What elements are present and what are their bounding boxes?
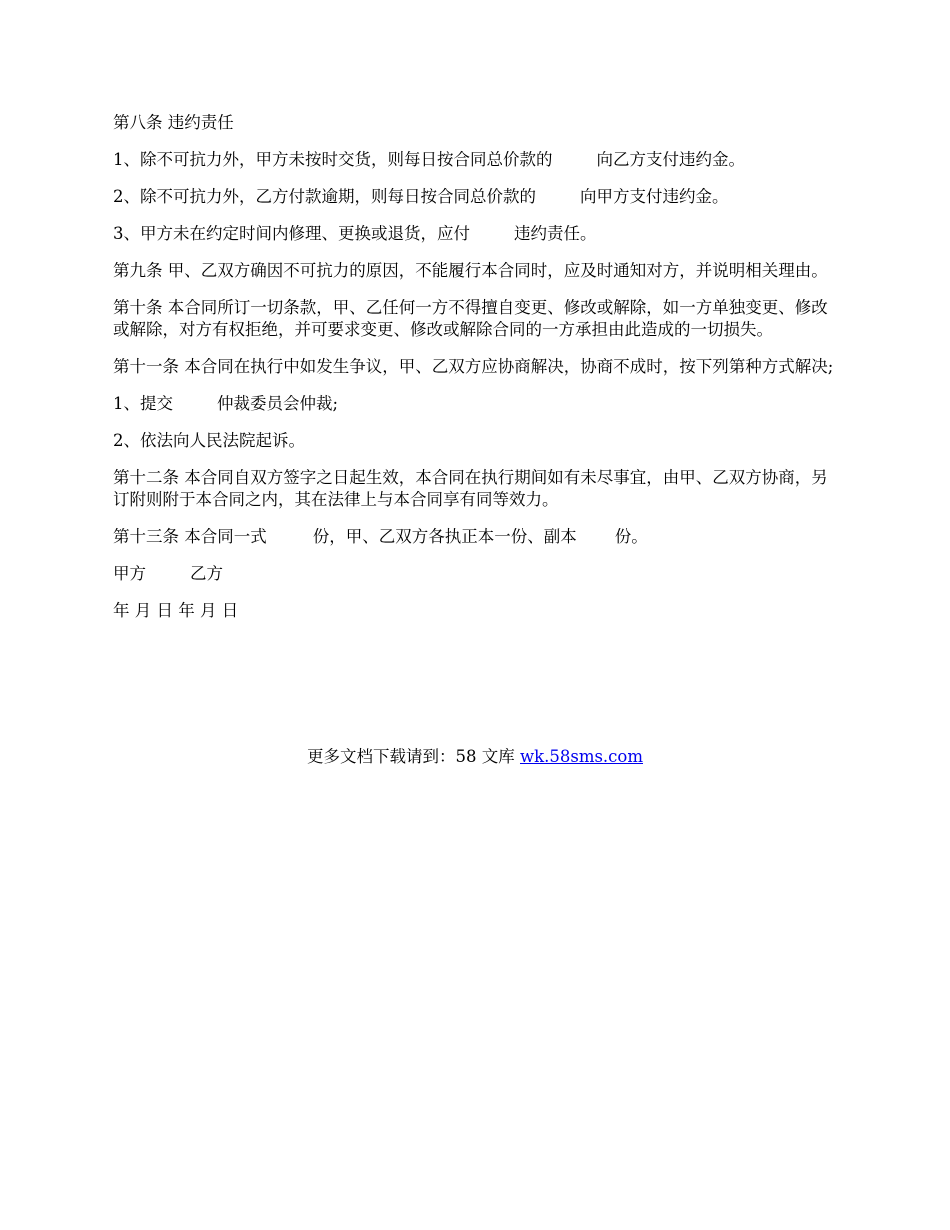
article-10: 第十条 本合同所订一切条款，甲、乙任何一方不得擅自变更、修改或解除，如一方单独变更、修改或解除，对方有权拒绝，并可要求变更、修改或解除合同的一方承担由此造成的一切损失。 xyxy=(113,298,828,339)
article-13 xyxy=(113,526,839,548)
article-11-item-2: 2、依法向人民法院起诉。 xyxy=(113,431,305,450)
article-8-item-3 xyxy=(113,223,839,245)
article-8-item-1-text-a: 1、除不可抗力外，甲方未按时交货，则每日按合同总价款的 xyxy=(113,150,553,169)
article-9: 第九条 甲、乙双方确因不可抗力的原因，不能履行本合同时，应及时通知对方，并说明相关理由。 xyxy=(113,261,828,280)
article-12: 第十二条 本合同自双方签字之日起生效，本合同在执行期间如有未尽事宜，由甲、乙双方协商，另订附则附于本合同之内，其在法律上与本合同享有同等效力。 xyxy=(113,468,828,509)
article-13-text-b: 份，甲、乙双方各执正本一份、副本 xyxy=(312,527,577,546)
party-b-label: 乙方 xyxy=(190,564,223,583)
article-11-item-1-text-b: 仲裁委员会仲裁; xyxy=(217,394,339,413)
footer xyxy=(0,746,950,768)
contract-body xyxy=(113,112,839,637)
article-11-item-1-text-a: 1、提交 xyxy=(113,394,173,413)
party-a-label: 甲方 xyxy=(113,564,146,583)
article-8-title: 第八条 违约责任 xyxy=(113,113,234,132)
footer-link[interactable]: wk.58sms.com xyxy=(519,747,643,766)
article-11: 第十一条 本合同在执行中如发生争议，甲、乙双方应协商解决，协商不成时，按下列第种方式解决; xyxy=(113,357,834,376)
article-8-item-3-text-a: 3、甲方未在约定时间内修理、更换或退货，应付 xyxy=(113,224,470,243)
article-8-item-1 xyxy=(113,149,839,171)
article-8-item-1-text-b: 向乙方支付违约金。 xyxy=(596,150,745,169)
article-13-text-c: 份。 xyxy=(614,527,648,546)
signature-dates: 年 月 日 年 月 日 xyxy=(113,601,239,620)
article-13-text-a: 第十三条 本合同一式 xyxy=(113,527,267,546)
article-8-item-3-text-b: 违约责任。 xyxy=(514,224,597,243)
article-8-item-2 xyxy=(113,186,839,208)
article-8-item-2-text-a: 2、除不可抗力外，乙方付款逾期，则每日按合同总价款的 xyxy=(113,187,536,206)
article-8-item-2-text-b: 向甲方支付违约金。 xyxy=(580,187,729,206)
signature-parties xyxy=(113,563,839,585)
footer-text: 更多文档下载请到：58 文库 xyxy=(306,747,520,766)
article-11-item-1 xyxy=(113,393,839,415)
